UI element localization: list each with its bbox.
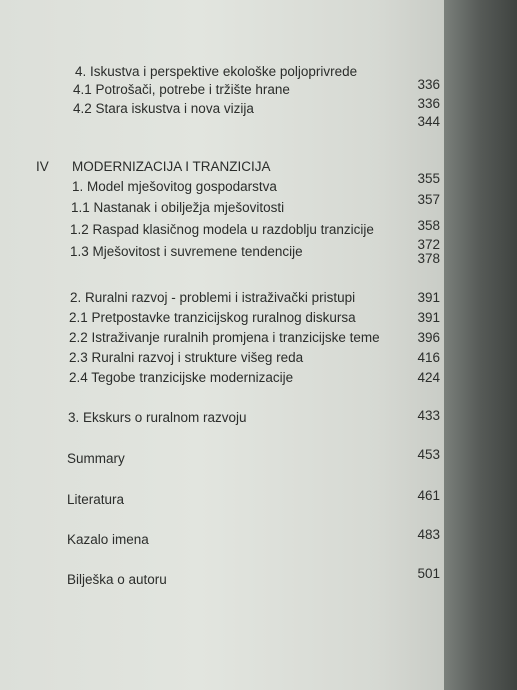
toc-entry-page: 391 [417,310,440,325]
toc-entry-label: 4.1 Potrošači, potrebe i tržište hrane [73,82,290,97]
toc-entry-label: Literatura [67,492,125,507]
toc-entry-page: 483 [417,527,440,542]
toc-entry-label: 3. Ekskurs o ruralnom razvoju [68,410,247,425]
toc-entry-label: 4. Iskustva i perspektive ekološke poljoprivrede [75,64,358,79]
toc-entry-page: 378 [417,251,440,266]
toc-entry [0,192,440,217]
toc-entry-label: 2.3 Ruralni razvoj i strukture višeg reda [69,350,304,365]
toc-entry [0,369,440,387]
toc-entry-label: 2.1 Pretpostavke tranzicijskog ruralnog diskursa [69,310,356,325]
toc-entry [0,329,440,347]
toc-entry [0,250,440,268]
toc-entry [0,349,440,367]
toc-entry [0,77,440,99]
toc-entry-page: 336 [417,96,440,111]
toc-entry [0,63,440,81]
toc-entry [0,218,440,239]
toc-entry-page: 391 [417,290,440,305]
toc-entry-page: 424 [417,370,440,385]
toc-entry [0,289,440,307]
toc-entry [0,171,440,196]
toc-entry-page: 355 [417,171,440,186]
toc-entry [0,488,440,509]
toc-entry-label: 2.2 Istraživanje ruralnih promjena i tranzicijske teme [69,330,380,345]
toc-entry-page: 416 [417,350,440,365]
toc-entry [0,113,440,131]
toc-entry-page: 372 [417,237,440,252]
toc-entry-page: 501 [417,566,440,581]
toc-entry [0,158,440,176]
toc-entry-page: 461 [417,488,440,503]
toc-entry [0,527,440,549]
toc-entry-label: Summary [67,451,125,466]
toc-entry-page: 433 [417,408,440,423]
toc-entry-label: Bilješka o autoru [67,572,167,587]
toc-entry [0,309,440,327]
toc-entry-page: 358 [417,218,440,233]
toc-entry-page: 453 [417,447,440,462]
part-number: IV [36,159,49,174]
toc-entry [0,447,440,468]
toc-entry-label: 2. Ruralni razvoj - problemi i istraživački pristupi [70,290,356,305]
toc-entry-label: 1.2 Raspad klasičnog modela u razdoblju tranzicije [70,222,374,237]
toc-entry-page: 357 [417,192,440,207]
toc-entry [0,409,440,427]
toc-entry-page: 344 [417,114,440,129]
toc-entry-label: 2.4 Tegobe tranzicijske modernizacije [69,370,294,385]
book-spine-shadow [444,0,517,690]
toc-entry-label: 1.3 Mješovitost i suvremene tendencije [70,244,303,259]
toc-entry-label: 4.2 Stara iskustva i nova vizija [73,101,254,116]
toc-part-title: MODERNIZACIJA I TRANZICIJA [72,159,271,174]
toc-entry-label: 1. Model mješovitog gospodarstva [72,179,277,194]
toc-entry-page: 396 [417,330,440,345]
toc-entry-label: Kazalo imena [67,532,149,547]
toc-entry-page: 336 [417,77,440,92]
toc-entry-label: 1.1 Nastanak i obilježja mješovitosti [71,200,285,215]
toc-entry [0,566,440,589]
